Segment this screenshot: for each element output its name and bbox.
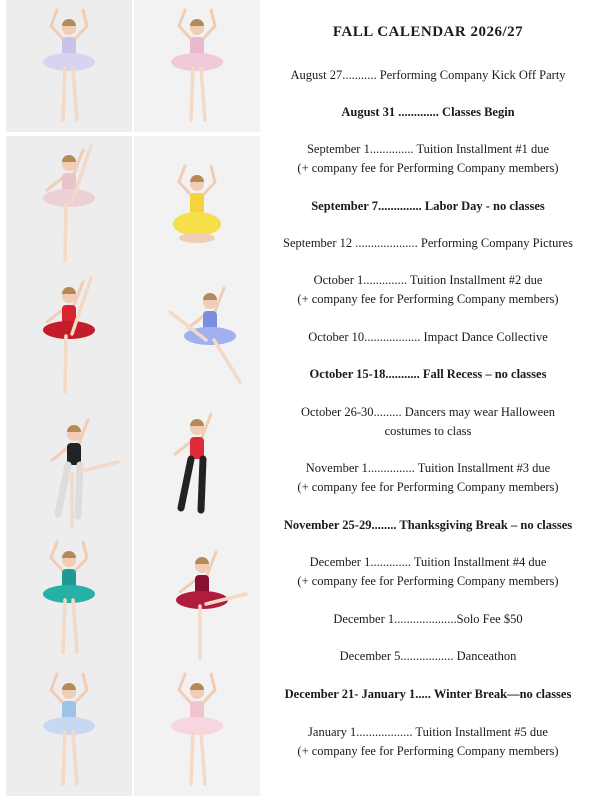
calendar-entry-line: (+ company fee for Performing Company members) [297, 744, 559, 758]
calendar-entry [268, 459, 588, 497]
calendar-entry-line: September 1.............. Tuition Installment #1 due [306, 142, 549, 156]
calendar-entry-line: (+ company fee for Performing Company members) [297, 161, 559, 175]
calendar-entry [268, 234, 588, 253]
dancer-figure [6, 136, 132, 268]
calendar-entry [268, 328, 588, 347]
calendar-entry-line: December 1....................Solo Fee $50 [333, 612, 523, 626]
calendar-entry [268, 685, 588, 704]
dancer-figure [134, 532, 260, 664]
calendar-entry [268, 103, 588, 122]
dancer-photo [134, 664, 260, 796]
calendar-entry-line: October 15-18........... Fall Recess – no classes [309, 367, 547, 381]
calendar-entry-line: October 10.................. Impact Dance Collective [308, 330, 548, 344]
calendar-entry-line: August 31 ............. Classes Begin [341, 105, 515, 119]
dancer-figure [6, 0, 132, 132]
dancer-figure [134, 136, 260, 268]
calendar-entry-line: September 7.............. Labor Day - no classes [311, 199, 545, 213]
dancer-figure [6, 268, 132, 400]
calendar-entry-line: October 26-30......... Dancers may wear Halloween [300, 405, 556, 419]
dancer-figure [134, 268, 260, 400]
calendar-entry [268, 516, 588, 535]
calendar-entry [268, 197, 588, 216]
dancer-figure [6, 532, 132, 664]
dancer-figure [6, 664, 132, 796]
calendar-entry-line: (+ company fee for Performing Company members) [297, 292, 559, 306]
calendar-entry [268, 403, 588, 441]
calendar-entry [268, 610, 588, 629]
calendar-entry [268, 553, 588, 591]
calendar-entry-line: January 1.................. Tuition Installment #5 due [308, 725, 548, 739]
calendar-entry-line: December 5................. Danceathon [339, 649, 517, 663]
dancer-photo [134, 268, 260, 400]
calendar-entry-line: November 1............... Tuition Installment #3 due [305, 461, 551, 475]
dancer-photo [134, 400, 260, 532]
page-title: FALL CALENDAR 2026/27 [332, 24, 524, 40]
calendar-entry [268, 140, 588, 178]
calendar-entry [268, 723, 588, 761]
calendar-entry-line: August 27........... Performing Company Kick Off Party [290, 68, 566, 82]
calendar-entry-line: November 25-29........ Thanksgiving Break – no classes [283, 518, 573, 532]
dancer-photo [134, 0, 260, 132]
dancer-figure [134, 664, 260, 796]
calendar-entry-line: costumes to class [384, 424, 472, 438]
calendar [268, 0, 588, 800]
dancer-photo [6, 136, 132, 268]
calendar-entry [268, 271, 588, 309]
calendar-entry-line: December 21- January 1..... Winter Break—no classes [284, 687, 572, 701]
calendar-entry-line: September 12 .................... Performing Company Pictures [283, 236, 573, 250]
dancer-photo [6, 532, 132, 664]
calendar-entry-line: (+ company fee for Performing Company members) [297, 574, 559, 588]
dancer-photo [6, 400, 132, 532]
dancer-figure [134, 400, 260, 532]
calendar-entry [268, 66, 588, 85]
dancer-photo [6, 664, 132, 796]
calendar-entry [268, 647, 588, 666]
calendar-entry-line: December 1............. Tuition Installment #4 due [309, 555, 547, 569]
dancer-photo [134, 136, 260, 268]
dancer-photo [134, 532, 260, 664]
photo-grid [6, 0, 258, 800]
dancer-photo [6, 268, 132, 400]
dancer-figure [134, 0, 260, 132]
calendar-entry-line: October 1.............. Tuition Installment #2 due [313, 273, 543, 287]
dancer-photo [6, 0, 132, 132]
calendar-entry [268, 365, 588, 384]
dancer-figure [6, 400, 132, 532]
calendar-entry-line: (+ company fee for Performing Company members) [297, 480, 559, 494]
